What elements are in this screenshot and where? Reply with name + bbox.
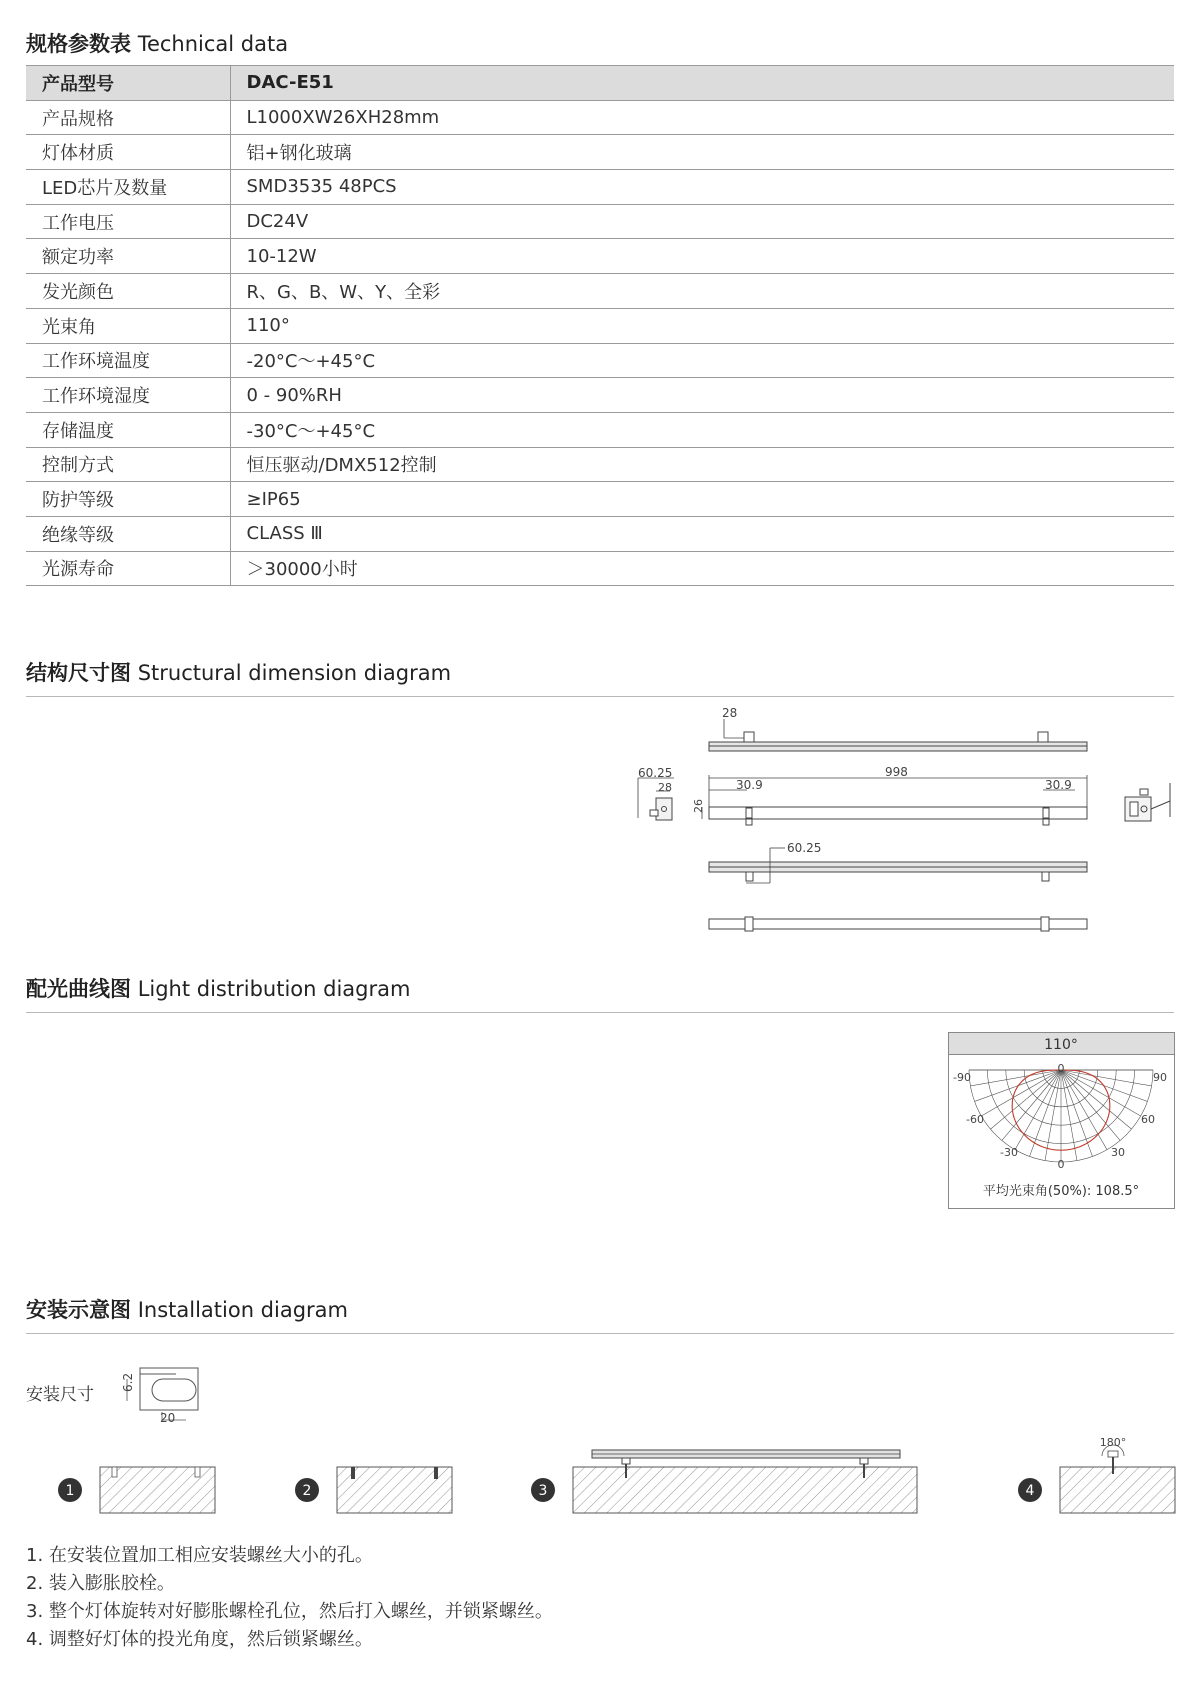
installation-diagram [0,1350,1200,1530]
angle-label-minus90: -90 [953,1071,971,1084]
bottom-view-fixture-2 [709,919,1087,929]
spec-row [26,412,1174,447]
spec-row [26,482,1174,517]
spec-label: 光束角 [26,308,230,343]
spec-row [26,274,1174,309]
spec-label: 存储温度 [26,412,230,447]
spec-table [26,65,1174,586]
dim-26: 26 [692,799,705,813]
spec-header-label: 产品型号 [26,66,230,101]
light-distribution-title [26,973,410,1003]
installation-step: 4. 调整好灯体的投光角度，然后锁紧螺丝。 [26,1629,373,1650]
installation-step: 3. 整个灯体旋转对好膨胀螺栓孔位，然后打入螺丝，并锁紧螺丝。 [26,1601,553,1622]
spec-value: -30°C～+45°C [230,412,1174,447]
spec-value: ＞30000小时 [230,551,1174,586]
structural-title-cn: 结构尺寸图 [26,661,131,685]
installation-title-en: Installation diagram [137,1298,348,1322]
spec-row [26,343,1174,378]
top-view-bracket-right [1038,732,1048,742]
spec-value: DC24V [230,204,1174,239]
angle-label-30: 30 [1111,1146,1125,1159]
spec-row [26,100,1174,135]
spec-value: 10-12W [230,239,1174,274]
spec-table-header-row [26,66,1174,101]
spec-value: -20°C～+45°C [230,343,1174,378]
technical-data-title [26,28,288,58]
polar-light-distribution-chart [948,1032,1176,1210]
technical-data-title-cn: 规格参数表 [26,32,131,56]
spec-label: 控制方式 [26,447,230,482]
spec-value: 恒压驱动/DMX512控制 [230,447,1174,482]
spec-row [26,135,1174,170]
light-distribution-title-cn: 配光曲线图 [26,977,131,1001]
step-4-wall [1060,1445,1175,1513]
end-view-right [1125,783,1170,821]
spec-label: 工作环境湿度 [26,378,230,413]
installation-title-cn: 安装示意图 [26,1298,131,1322]
angle-label-minus30: -30 [1000,1146,1018,1159]
installation-steps [26,1542,553,1654]
average-beam-angle-caption: 平均光束角(50%): 108.5° [982,1184,1140,1199]
step-2-number: 2 [302,1483,312,1499]
spec-value: L1000XW26XH28mm [230,100,1174,135]
spec-row [26,516,1174,551]
dim-30-9-right: 30.9 [1045,778,1072,792]
front-view-fixture [709,807,1087,819]
spec-label: 防护等级 [26,482,230,517]
spec-row [26,204,1174,239]
technical-data-title-en: Technical data [137,32,289,56]
spec-value: CLASS Ⅲ [230,516,1174,551]
spec-row [26,170,1174,205]
top-view-bracket-left [744,732,754,742]
install-dim-height: 6.2 [121,1372,135,1392]
spec-row [26,551,1174,586]
spec-label: 额定功率 [26,239,230,274]
spec-label: 灯体材质 [26,135,230,170]
light-distribution-divider [26,1012,1174,1013]
angle-label-top: 0 [1057,1062,1065,1075]
structural-divider [26,696,1174,697]
installation-step: 2. 装入膨胀胶栓。 [26,1573,175,1594]
structural-title-en: Structural dimension diagram [137,661,452,685]
angle-label-minus60: -60 [966,1113,984,1126]
step-3-wall [573,1450,917,1513]
spec-label: 绝缘等级 [26,516,230,551]
installation-step: 1. 在安装位置加工相应安装螺丝大小的孔。 [26,1545,373,1566]
dim-998: 998 [885,765,908,779]
spec-value: ≥IP65 [230,482,1174,517]
spec-label: 产品规格 [26,100,230,135]
spec-row [26,239,1174,274]
install-size-label: 安装尺寸 [26,1385,94,1405]
dim-28-top: 28 [722,706,738,720]
dim-28-side: 28 [658,781,672,794]
angle-label-60: 60 [1141,1113,1155,1126]
beam-angle-header: 110° [1044,1037,1078,1053]
step-1-number: 1 [65,1483,75,1499]
spec-header-value: DAC-E51 [230,66,1174,101]
dim-60-25-left: 60.25 [638,766,673,780]
rotation-angle-label: 180° [1099,1436,1127,1449]
spec-value: 0 - 90%RH [230,378,1174,413]
structural-dimension-diagram [630,705,1190,945]
spec-value: 110° [230,308,1174,343]
light-distribution-title-en: Light distribution diagram [137,977,411,1001]
structural-title [26,657,451,687]
spec-row [26,308,1174,343]
step-1-wall [100,1467,215,1513]
install-dim-width: 20 [160,1411,176,1425]
spec-label: LED芯片及数量 [26,170,230,205]
spec-value: R、G、B、W、Y、全彩 [230,274,1174,309]
spec-row [26,447,1174,482]
spec-value: 铝+钢化玻璃 [230,135,1174,170]
spec-row [26,378,1174,413]
installation-divider [26,1333,1174,1334]
angle-label-bottom: 0 [1057,1158,1065,1171]
dim-60-25-mid: 60.25 [787,841,822,855]
step-4-number: 4 [1025,1483,1035,1499]
angle-label-90: 90 [1153,1071,1167,1084]
spec-label: 光源寿命 [26,551,230,586]
installation-title [26,1294,348,1324]
spec-label: 工作电压 [26,204,230,239]
step-2-wall [337,1467,452,1513]
step-3-number: 3 [538,1483,548,1499]
spec-label: 发光颜色 [26,274,230,309]
spec-value: SMD3535 48PCS [230,170,1174,205]
spec-label: 工作环境温度 [26,343,230,378]
dim-30-9-left: 30.9 [736,778,763,792]
